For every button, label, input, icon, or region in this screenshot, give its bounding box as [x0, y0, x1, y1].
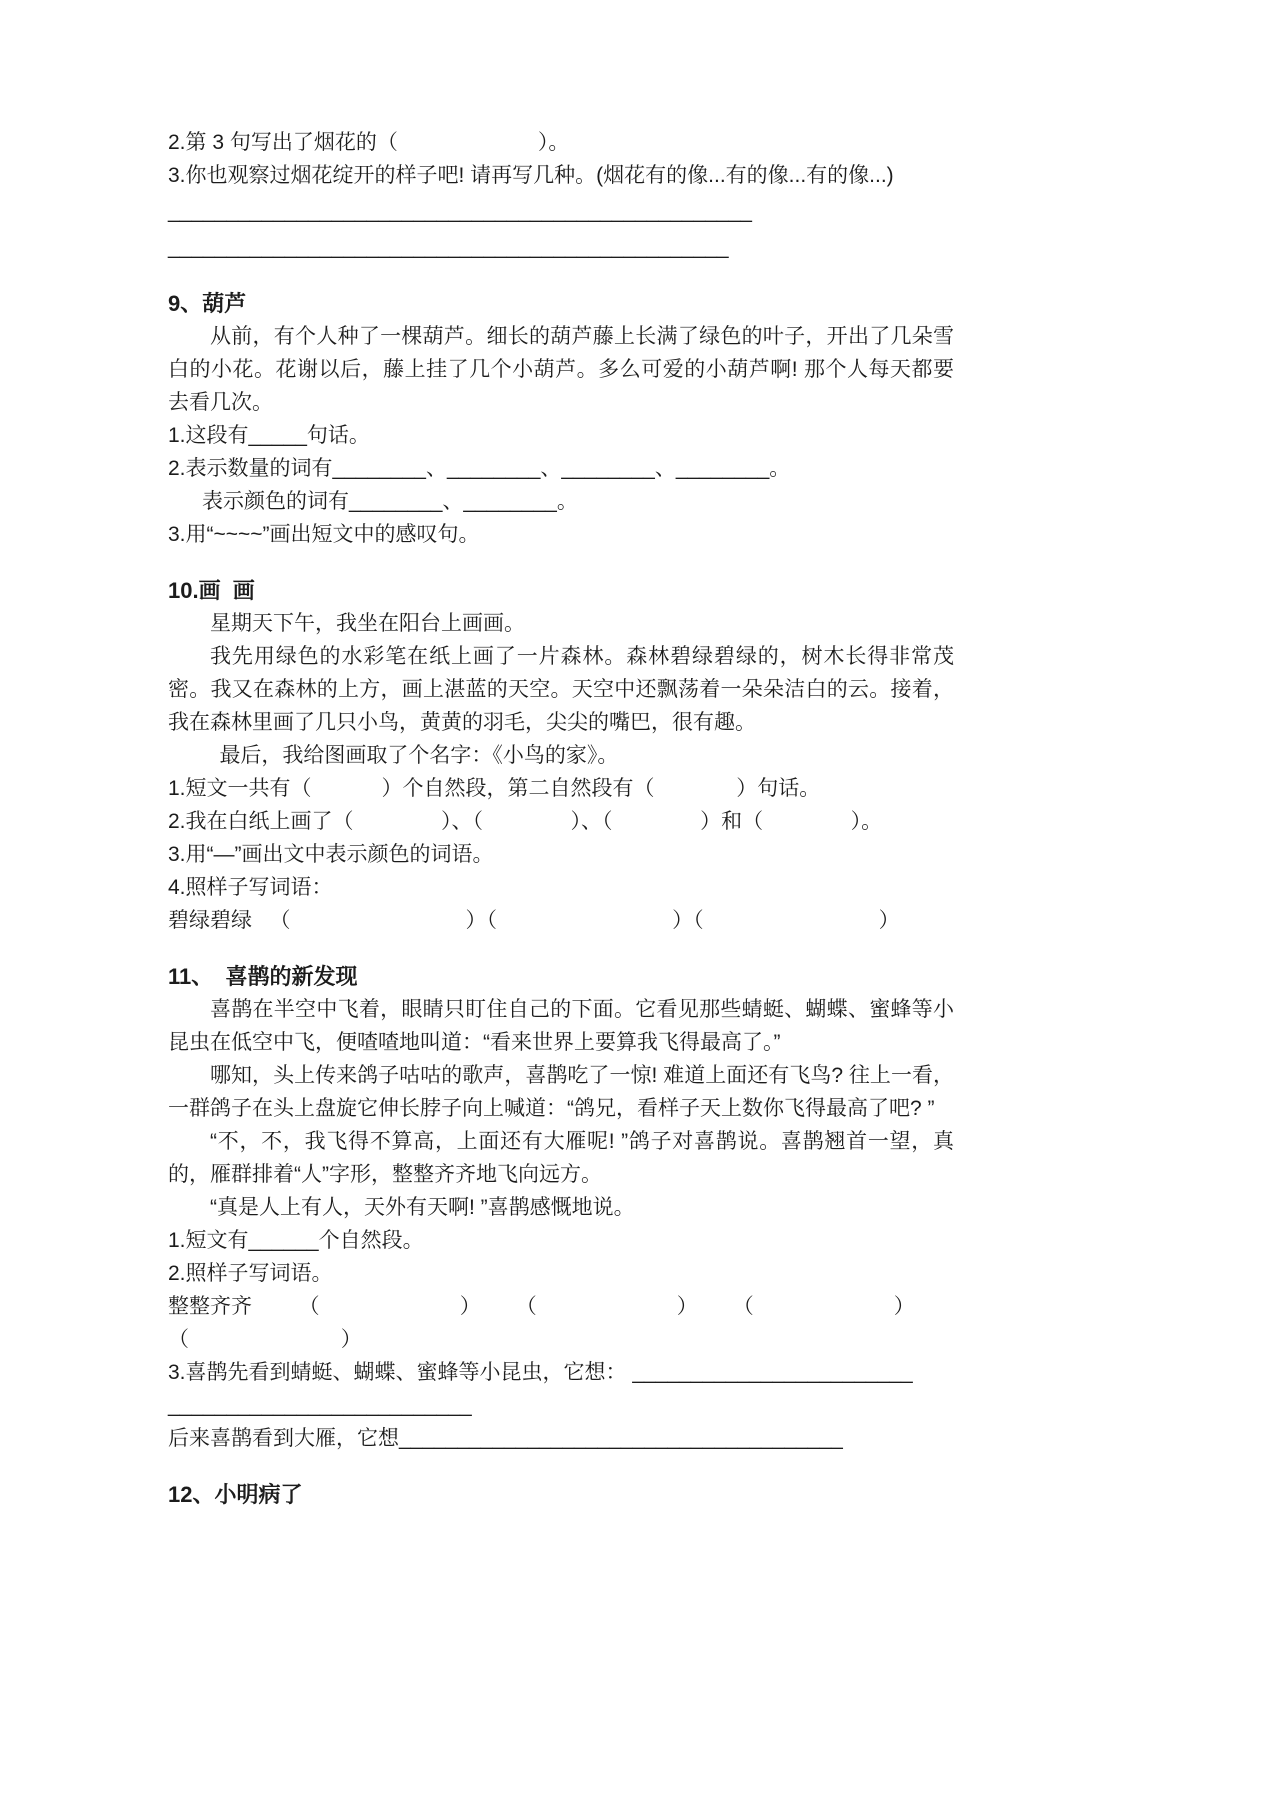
- section-11-paragraph-4: “真是人上有人，天外有天啊! ”喜鹊感慨地说。: [210, 1196, 635, 1219]
- answer-blank-line-1: __________________________________________________: [168, 200, 752, 223]
- section-11-paragraph-2: 哪知，头上传来鸽子咕咕的歌声，喜鹊吃了一惊! 难道上面还有飞鸟? 往上一看，一群鸽子在头上盘旋它伸长脖子向上喊道：“鸽兄，看样子天上数你飞得最高了吧? ”: [168, 1064, 954, 1120]
- answer-blank-line-2: ________________________________________________: [168, 236, 729, 259]
- section-9-gourd: [168, 287, 954, 551]
- section-10-question-4-example: 碧绿碧绿 （ ）（ ）（ ）: [168, 909, 900, 932]
- section-10-question-2: 2.我在白纸上画了（ ）、（ ）、（ ）和（ ）。: [168, 810, 883, 833]
- section-10-paragraph-3: 最后，我给图画取了个名字：《小鸟的家》。: [219, 744, 619, 767]
- section-10-question-4: 4.照样子写词语：: [168, 876, 333, 899]
- section-9-question-1: 1.这段有_____句话。: [168, 424, 370, 447]
- section-10-drawing: [168, 574, 954, 937]
- section-fireworks-questions: [168, 126, 954, 264]
- section-9-question-2b: 表示颜色的词有________、________。: [202, 490, 578, 513]
- section-9-title: 9、葫芦: [168, 291, 247, 316]
- section-11-question-4: 后来喜鹊看到大雁，它想______________________________________: [168, 1427, 843, 1450]
- section-12-xiaoming: [168, 1478, 954, 1511]
- section-11-question-2: 2.照样子写词语。: [168, 1262, 333, 1285]
- section-11-question-2-extra: （ ）: [168, 1328, 362, 1351]
- section-10-title: 10.画 画: [168, 578, 255, 603]
- section-11-question-1: 1.短文有______个自然段。: [168, 1229, 424, 1252]
- section-10-paragraph-1: 星期天下午，我坐在阳台上画画。: [210, 612, 525, 635]
- fireworks-question-2: 2.第 3 句写出了烟花的（ ）。: [168, 131, 570, 154]
- section-10-paragraph-2: 我先用绿色的水彩笔在纸上画了一片森林。森林碧绿碧绿的，树木长得非常茂密。我又在森林的上方，画上湛蓝的天空。天空中还飘荡着一朵朵洁白的云。接着，我在森林里画了几只小鸟，黄黄的羽毛，尖尖的嘴巴，很有趣。: [168, 645, 954, 734]
- section-11-magpie: [168, 960, 954, 1455]
- worksheet-content: [168, 126, 954, 1511]
- section-11-question-3-blank: __________________________: [168, 1394, 472, 1417]
- section-10-question-1: 1.短文一共有（ ）个自然段，第二自然段有（ ）句话。: [168, 777, 821, 800]
- section-12-title: 12、小明病了: [168, 1482, 303, 1507]
- section-9-question-3: 3.用“~~~~”画出短文中的感叹句。: [168, 523, 480, 546]
- section-9-passage: 从前，有个人种了一棵葫芦。细长的葫芦藤上长满了绿色的叶子，开出了几朵雪白的小花。花谢以后，藤上挂了几个小葫芦。多么可爱的小葫芦啊! 那个人每天都要去看几次。: [168, 325, 954, 414]
- fireworks-question-3: 3.你也观察过烟花绽开的样子吧! 请再写几种。(烟花有的像...有的像...有的像...): [168, 164, 894, 187]
- section-11-paragraph-3: “不，不，我飞得不算高，上面还有大雁呢! ”鸽子对喜鹊说。喜鹊翘首一望，真的，雁群排着“人”字形，整整齐齐地飞向远方。: [168, 1130, 954, 1186]
- section-11-paragraph-1: 喜鹊在半空中飞着，眼睛只盯住自己的下面。它看见那些蜻蜓、蝴蝶、蜜蜂等小昆虫在低空中飞，便喳喳地叫道：“看来世界上要算我飞得最高了。”: [168, 998, 954, 1054]
- section-9-question-2a: 2.表示数量的词有________、________、________、________。: [168, 457, 791, 480]
- section-11-question-2-example: 整整齐齐 （ ） （ ） （ ）: [168, 1295, 915, 1318]
- section-11-title: 11、 喜鹊的新发现: [168, 964, 358, 989]
- section-10-question-3: 3.用“—”画出文中表示颜色的词语。: [168, 843, 494, 866]
- section-11-question-3: 3.喜鹊先看到蜻蜓、蝴蝶、蜜蜂等小昆虫，它想： ________________________: [168, 1361, 913, 1384]
